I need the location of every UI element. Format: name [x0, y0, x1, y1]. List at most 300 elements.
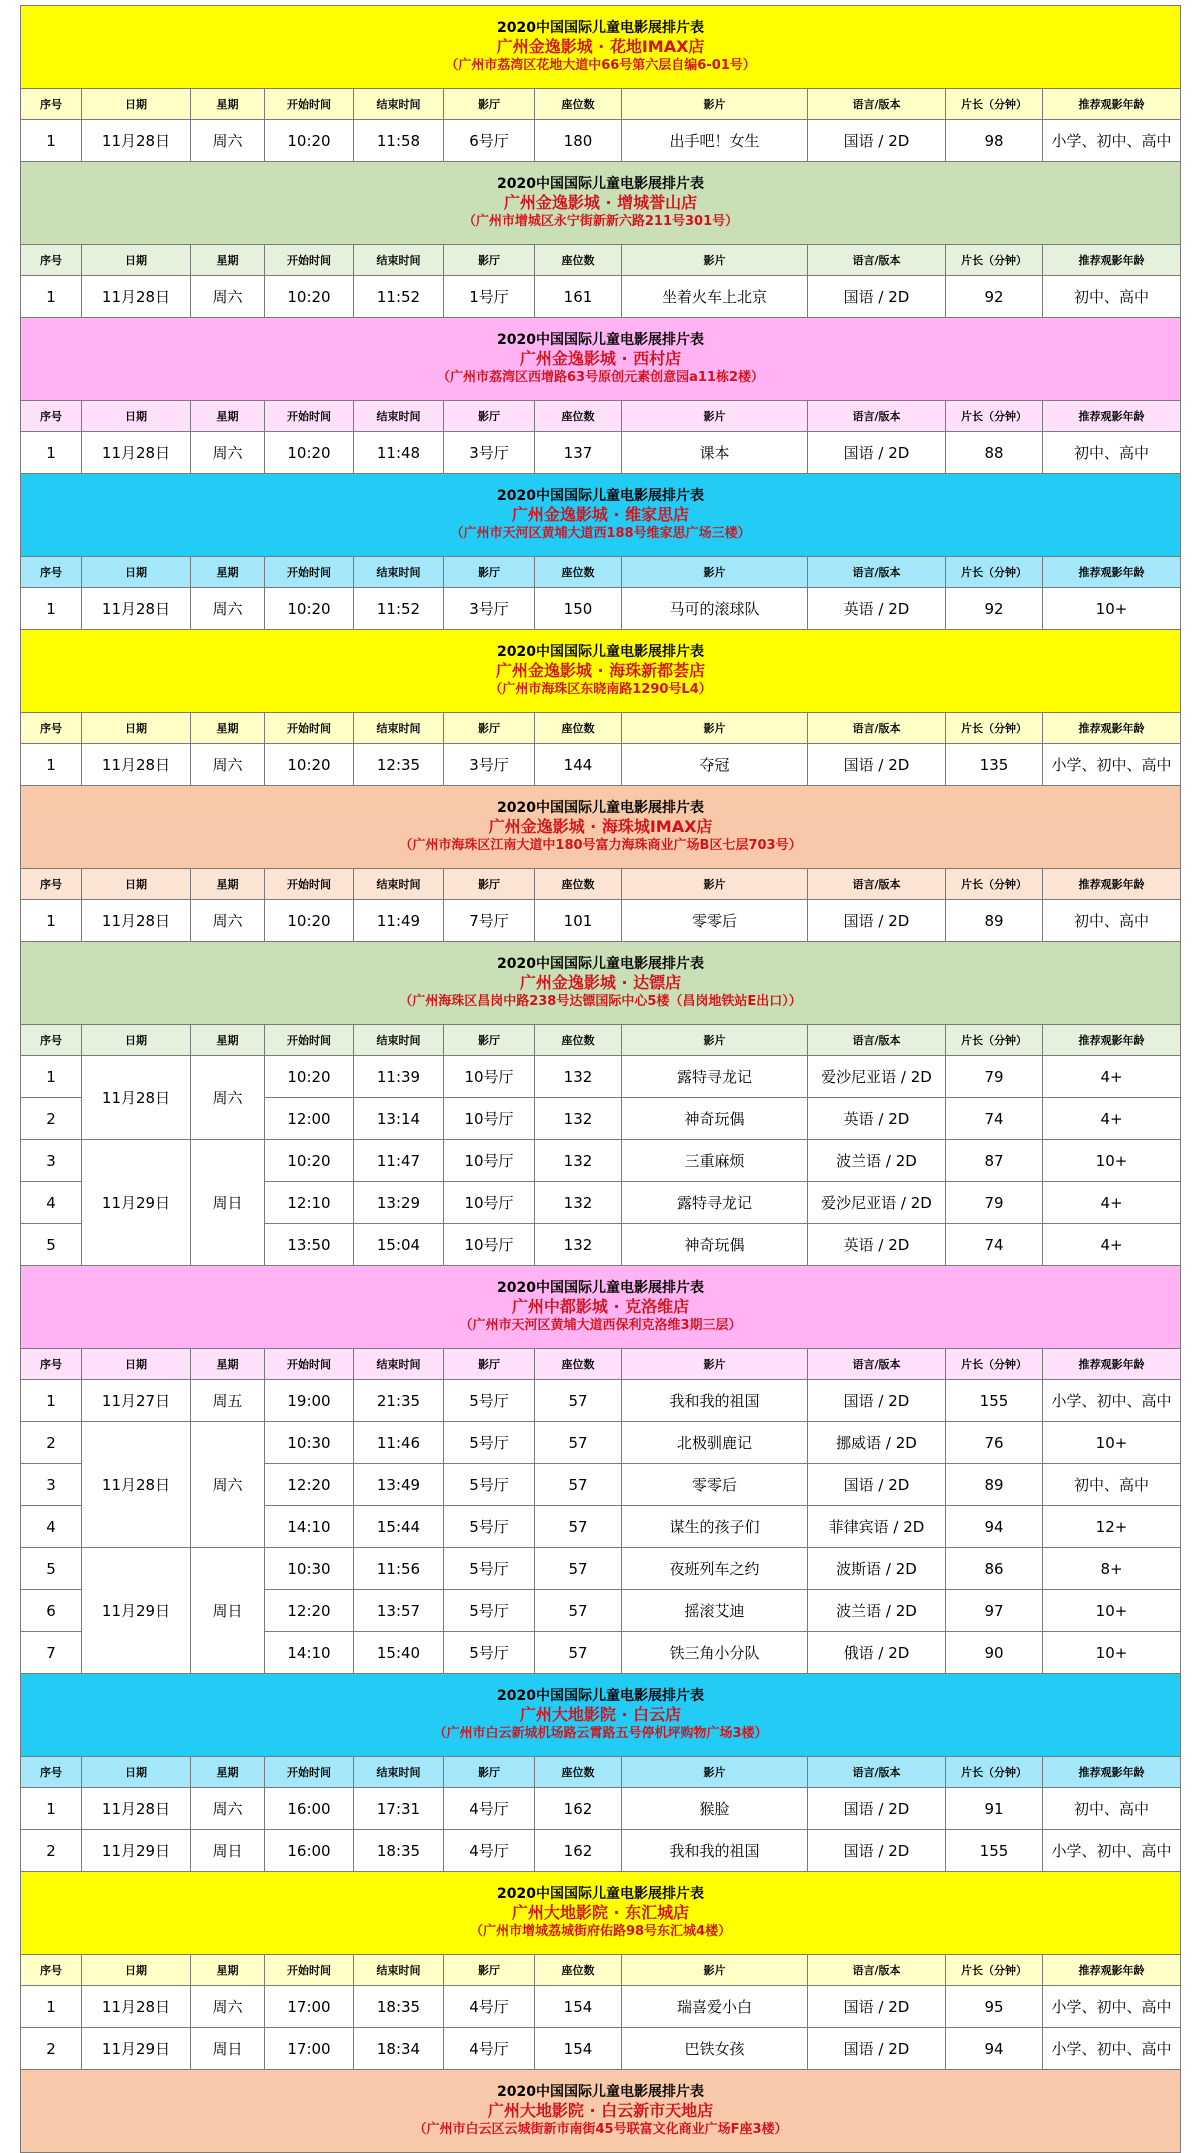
cinema-header-row: [21, 1872, 1181, 1955]
column-header-end-time: 结束时间: [354, 869, 444, 900]
film-cell: 北极驯鹿记: [622, 1422, 808, 1464]
seats-cell: 137: [535, 432, 622, 474]
column-header-start-time: 开始时间: [265, 401, 354, 432]
cinema-header-row: [21, 318, 1181, 401]
seats-cell: 162: [535, 1830, 622, 1872]
column-header-seats: 座位数: [535, 557, 622, 588]
date-cell: 11月28日: [82, 588, 191, 630]
hall-cell: 5号厅: [444, 1506, 535, 1548]
seq-cell: 1: [21, 1788, 82, 1830]
weekday-cell: 周六: [191, 276, 265, 318]
column-header-seats: 座位数: [535, 713, 622, 744]
cinema-name: 广州金逸影城 · 维家思店: [511, 505, 690, 525]
film-cell: 露特寻龙记: [622, 1056, 808, 1098]
cinema-name: 广州中都影城 · 克洛维店: [511, 1297, 690, 1317]
column-header-language: 语言/版本: [808, 245, 946, 276]
start-time-cell: 14:10: [265, 1632, 354, 1674]
cinema-header: [21, 786, 1181, 869]
seq-cell: 3: [21, 1464, 82, 1506]
hall-cell: 5号厅: [444, 1422, 535, 1464]
column-header-seats: 座位数: [535, 89, 622, 120]
start-time-cell: 17:00: [265, 2028, 354, 2070]
column-header-row: [21, 89, 1181, 120]
start-time-cell: 12:20: [265, 1464, 354, 1506]
column-header-start-time: 开始时间: [265, 1757, 354, 1788]
end-time-cell: 13:49: [354, 1464, 444, 1506]
column-header-weekday: 星期: [191, 1349, 265, 1380]
duration-cell: 155: [946, 1830, 1043, 1872]
seats-cell: 154: [535, 1986, 622, 2028]
column-header-hall: 影厅: [444, 89, 535, 120]
start-time-cell: 13:50: [265, 1224, 354, 1266]
film-cell: 三重麻烦: [622, 1140, 808, 1182]
duration-cell: 92: [946, 276, 1043, 318]
column-header-duration: 片长（分钟）: [946, 401, 1043, 432]
column-header-hall: 影厅: [444, 713, 535, 744]
seats-cell: 57: [535, 1506, 622, 1548]
column-header-duration: 片长（分钟）: [946, 1955, 1043, 1986]
schedule-title: 2020中国国际儿童电影展排片表: [497, 644, 704, 661]
cinema-address: （广州市荔湾区花地大道中66号第六层自编6-01号）: [445, 58, 756, 74]
age-cell: 8+: [1043, 1548, 1181, 1590]
date-cell: 11月29日: [82, 1548, 191, 1674]
start-time-cell: 10:20: [265, 432, 354, 474]
weekday-cell: 周日: [191, 2028, 265, 2070]
start-time-cell: 10:20: [265, 744, 354, 786]
table-row: [21, 900, 1181, 942]
end-time-cell: 13:29: [354, 1182, 444, 1224]
end-time-cell: 11:52: [354, 588, 444, 630]
column-header-row: [21, 557, 1181, 588]
table-row: [21, 1140, 1181, 1182]
cinema-name: 广州金逸影城 · 西村店: [519, 349, 682, 369]
column-header-duration: 片长（分钟）: [946, 89, 1043, 120]
column-header-language: 语言/版本: [808, 557, 946, 588]
cinema-address: （广州市增城荔城街府佑路98号东汇城4楼）: [469, 1924, 732, 1940]
end-time-cell: 11:46: [354, 1422, 444, 1464]
duration-cell: 74: [946, 1098, 1043, 1140]
date-cell: 11月28日: [82, 120, 191, 162]
duration-cell: 94: [946, 2028, 1043, 2070]
film-cell: 露特寻龙记: [622, 1182, 808, 1224]
cinema-header: [21, 1872, 1181, 1955]
end-time-cell: 15:44: [354, 1506, 444, 1548]
column-header-hall: 影厅: [444, 869, 535, 900]
date-cell: 11月28日: [82, 1422, 191, 1548]
hall-cell: 4号厅: [444, 1788, 535, 1830]
hall-cell: 10号厅: [444, 1140, 535, 1182]
end-time-cell: 11:47: [354, 1140, 444, 1182]
column-header-end-time: 结束时间: [354, 557, 444, 588]
seq-cell: 1: [21, 1380, 82, 1422]
age-cell: 10+: [1043, 1140, 1181, 1182]
column-header-end-time: 结束时间: [354, 1955, 444, 1986]
hall-cell: 10号厅: [444, 1056, 535, 1098]
age-cell: 初中、高中: [1043, 1464, 1181, 1506]
column-header-seq: 序号: [21, 1955, 82, 1986]
column-header-weekday: 星期: [191, 557, 265, 588]
cinema-name: 广州金逸影城 · 海珠城IMAX店: [488, 817, 713, 837]
film-cell: 我和我的祖国: [622, 1380, 808, 1422]
hall-cell: 6号厅: [444, 120, 535, 162]
cinema-name: 广州金逸影城 · 海珠新都荟店: [495, 661, 706, 681]
column-header-seats: 座位数: [535, 1349, 622, 1380]
seats-cell: 57: [535, 1380, 622, 1422]
seq-cell: 2: [21, 1098, 82, 1140]
seq-cell: 1: [21, 1056, 82, 1098]
seq-cell: 5: [21, 1548, 82, 1590]
column-header-hall: 影厅: [444, 245, 535, 276]
column-header-language: 语言/版本: [808, 89, 946, 120]
column-header-start-time: 开始时间: [265, 89, 354, 120]
seats-cell: 180: [535, 120, 622, 162]
cinema-header-row: [21, 2070, 1181, 2153]
weekday-cell: 周六: [191, 744, 265, 786]
hall-cell: 4号厅: [444, 1986, 535, 2028]
duration-cell: 79: [946, 1056, 1043, 1098]
column-header-language: 语言/版本: [808, 1025, 946, 1056]
column-header-row: [21, 245, 1181, 276]
column-header-date: 日期: [82, 245, 191, 276]
cinema-address: （广州市白云区云城街新市南街45号联富文化商业广场F座3楼）: [413, 2122, 788, 2138]
age-cell: 4+: [1043, 1224, 1181, 1266]
hall-cell: 3号厅: [444, 744, 535, 786]
column-header-weekday: 星期: [191, 1757, 265, 1788]
cinema-header-row: [21, 162, 1181, 245]
table-row: [21, 276, 1181, 318]
weekday-cell: 周六: [191, 1056, 265, 1140]
end-time-cell: 11:49: [354, 900, 444, 942]
column-header-seq: 序号: [21, 869, 82, 900]
cinema-header: [21, 1266, 1181, 1349]
cinema-address: （广州市天河区黄埔大道西保利克洛维3期三层）: [459, 1318, 742, 1334]
hall-cell: 4号厅: [444, 2028, 535, 2070]
column-header-seats: 座位数: [535, 1955, 622, 1986]
seq-cell: 1: [21, 588, 82, 630]
end-time-cell: 18:35: [354, 1986, 444, 2028]
column-header-seats: 座位数: [535, 245, 622, 276]
duration-cell: 87: [946, 1140, 1043, 1182]
column-header-duration: 片长（分钟）: [946, 1025, 1043, 1056]
cinema-address: （广州市白云新城机场路云霄路五号停机坪购物广场3楼）: [433, 1726, 768, 1742]
column-header-film: 影片: [622, 89, 808, 120]
seq-cell: 2: [21, 2028, 82, 2070]
language-cell: 菲律宾语 / 2D: [808, 1506, 946, 1548]
language-cell: 俄语 / 2D: [808, 1632, 946, 1674]
column-header-hall: 影厅: [444, 1757, 535, 1788]
column-header-seq: 序号: [21, 89, 82, 120]
column-header-seats: 座位数: [535, 1025, 622, 1056]
seats-cell: 161: [535, 276, 622, 318]
start-time-cell: 16:00: [265, 1830, 354, 1872]
column-header-duration: 片长（分钟）: [946, 713, 1043, 744]
film-cell: 神奇玩偶: [622, 1224, 808, 1266]
table-row: [21, 1380, 1181, 1422]
schedule-title: 2020中国国际儿童电影展排片表: [497, 800, 704, 817]
hall-cell: 3号厅: [444, 588, 535, 630]
film-cell: 夺冠: [622, 744, 808, 786]
cinema-header: [21, 1674, 1181, 1757]
column-header-start-time: 开始时间: [265, 557, 354, 588]
end-time-cell: 18:35: [354, 1830, 444, 1872]
hall-cell: 10号厅: [444, 1098, 535, 1140]
start-time-cell: 10:20: [265, 1056, 354, 1098]
end-time-cell: 17:31: [354, 1788, 444, 1830]
column-header-start-time: 开始时间: [265, 1025, 354, 1056]
duration-cell: 79: [946, 1182, 1043, 1224]
column-header-duration: 片长（分钟）: [946, 557, 1043, 588]
column-header-seq: 序号: [21, 1757, 82, 1788]
cinema-name: 广州金逸影城 · 达镖店: [519, 973, 682, 993]
age-cell: 4+: [1043, 1056, 1181, 1098]
weekday-cell: 周六: [191, 1788, 265, 1830]
weekday-cell: 周六: [191, 1422, 265, 1548]
age-cell: 4+: [1043, 1098, 1181, 1140]
column-header-weekday: 星期: [191, 89, 265, 120]
weekday-cell: 周五: [191, 1380, 265, 1422]
language-cell: 英语 / 2D: [808, 1224, 946, 1266]
date-cell: 11月28日: [82, 1056, 191, 1140]
age-cell: 10+: [1043, 1590, 1181, 1632]
cinema-header: [21, 318, 1181, 401]
age-cell: 小学、初中、高中: [1043, 2028, 1181, 2070]
seq-cell: 5: [21, 1224, 82, 1266]
column-header-age: 推荐观影年龄: [1043, 1349, 1181, 1380]
film-cell: 铁三角小分队: [622, 1632, 808, 1674]
column-header-start-time: 开始时间: [265, 1349, 354, 1380]
column-header-seq: 序号: [21, 1349, 82, 1380]
column-header-date: 日期: [82, 1349, 191, 1380]
column-header-date: 日期: [82, 1955, 191, 1986]
duration-cell: 155: [946, 1380, 1043, 1422]
column-header-age: 推荐观影年龄: [1043, 245, 1181, 276]
table-row: [21, 120, 1181, 162]
column-header-row: [21, 1757, 1181, 1788]
age-cell: 小学、初中、高中: [1043, 744, 1181, 786]
film-cell: 零零后: [622, 900, 808, 942]
column-header-weekday: 星期: [191, 1025, 265, 1056]
seats-cell: 162: [535, 1788, 622, 1830]
end-time-cell: 11:58: [354, 120, 444, 162]
hall-cell: 4号厅: [444, 1830, 535, 1872]
film-cell: 我和我的祖国: [622, 1830, 808, 1872]
column-header-language: 语言/版本: [808, 401, 946, 432]
seq-cell: 4: [21, 1182, 82, 1224]
start-time-cell: 17:00: [265, 1986, 354, 2028]
column-header-date: 日期: [82, 1757, 191, 1788]
seq-cell: 7: [21, 1632, 82, 1674]
film-cell: 瑞喜爱小白: [622, 1986, 808, 2028]
column-header-end-time: 结束时间: [354, 1349, 444, 1380]
start-time-cell: 10:30: [265, 1548, 354, 1590]
start-time-cell: 10:30: [265, 1422, 354, 1464]
schedule-title: 2020中国国际儿童电影展排片表: [497, 2084, 704, 2101]
date-cell: 11月28日: [82, 900, 191, 942]
date-cell: 11月28日: [82, 276, 191, 318]
age-cell: 初中、高中: [1043, 432, 1181, 474]
column-header-date: 日期: [82, 869, 191, 900]
cinema-header-row: [21, 474, 1181, 557]
hall-cell: 3号厅: [444, 432, 535, 474]
seats-cell: 132: [535, 1140, 622, 1182]
column-header-seq: 序号: [21, 401, 82, 432]
column-header-age: 推荐观影年龄: [1043, 1757, 1181, 1788]
age-cell: 10+: [1043, 1632, 1181, 1674]
column-header-date: 日期: [82, 1025, 191, 1056]
table-row: [21, 1056, 1181, 1098]
cinema-header-row: [21, 942, 1181, 1025]
language-cell: 爱沙尼亚语 / 2D: [808, 1182, 946, 1224]
column-header-end-time: 结束时间: [354, 713, 444, 744]
cinema-header: [21, 2070, 1181, 2153]
weekday-cell: 周六: [191, 1986, 265, 2028]
column-header-age: 推荐观影年龄: [1043, 557, 1181, 588]
column-header-age: 推荐观影年龄: [1043, 89, 1181, 120]
date-cell: 11月28日: [82, 1986, 191, 2028]
column-header-row: [21, 1025, 1181, 1056]
seq-cell: 1: [21, 120, 82, 162]
age-cell: 初中、高中: [1043, 900, 1181, 942]
language-cell: 爱沙尼亚语 / 2D: [808, 1056, 946, 1098]
weekday-cell: 周六: [191, 432, 265, 474]
column-header-row: [21, 1349, 1181, 1380]
duration-cell: 86: [946, 1548, 1043, 1590]
table-row: [21, 432, 1181, 474]
column-header-weekday: 星期: [191, 245, 265, 276]
column-header-age: 推荐观影年龄: [1043, 401, 1181, 432]
hall-cell: 1号厅: [444, 276, 535, 318]
date-cell: 11月28日: [82, 744, 191, 786]
cinema-header: [21, 630, 1181, 713]
column-header-language: 语言/版本: [808, 869, 946, 900]
column-header-date: 日期: [82, 89, 191, 120]
language-cell: 英语 / 2D: [808, 1098, 946, 1140]
end-time-cell: 13:14: [354, 1098, 444, 1140]
film-cell: 坐着火车上北京: [622, 276, 808, 318]
film-cell: 摇滚艾迪: [622, 1590, 808, 1632]
schedule-title: 2020中国国际儿童电影展排片表: [497, 20, 704, 37]
column-header-seats: 座位数: [535, 869, 622, 900]
end-time-cell: 18:34: [354, 2028, 444, 2070]
age-cell: 小学、初中、高中: [1043, 120, 1181, 162]
column-header-duration: 片长（分钟）: [946, 869, 1043, 900]
duration-cell: 89: [946, 1464, 1043, 1506]
column-header-row: [21, 869, 1181, 900]
schedule-title: 2020中国国际儿童电影展排片表: [497, 488, 704, 505]
column-header-start-time: 开始时间: [265, 869, 354, 900]
hall-cell: 5号厅: [444, 1548, 535, 1590]
column-header-age: 推荐观影年龄: [1043, 1955, 1181, 1986]
column-header-date: 日期: [82, 713, 191, 744]
duration-cell: 94: [946, 1506, 1043, 1548]
column-header-start-time: 开始时间: [265, 1955, 354, 1986]
column-header-end-time: 结束时间: [354, 245, 444, 276]
column-header-age: 推荐观影年龄: [1043, 713, 1181, 744]
end-time-cell: 15:04: [354, 1224, 444, 1266]
duration-cell: 89: [946, 900, 1043, 942]
column-header-language: 语言/版本: [808, 1955, 946, 1986]
schedule-title: 2020中国国际儿童电影展排片表: [497, 1886, 704, 1903]
language-cell: 波兰语 / 2D: [808, 1590, 946, 1632]
column-header-weekday: 星期: [191, 869, 265, 900]
cinema-header-row: [21, 630, 1181, 713]
end-time-cell: 11:39: [354, 1056, 444, 1098]
film-cell: 夜班列车之约: [622, 1548, 808, 1590]
language-cell: 挪威语 / 2D: [808, 1422, 946, 1464]
seq-cell: 1: [21, 900, 82, 942]
cinema-address: （广州市增城区永宁街新新六路211号301号）: [462, 214, 739, 230]
column-header-start-time: 开始时间: [265, 713, 354, 744]
end-time-cell: 13:57: [354, 1590, 444, 1632]
date-cell: 11月27日: [82, 1380, 191, 1422]
film-cell: 马可的滚球队: [622, 588, 808, 630]
column-header-seq: 序号: [21, 245, 82, 276]
cinema-name: 广州大地影院 · 东汇城店: [511, 1903, 690, 1923]
cinema-address: （广州市天河区黄埔大道西188号维家思广场三楼）: [450, 526, 751, 542]
start-time-cell: 14:10: [265, 1506, 354, 1548]
end-time-cell: 11:48: [354, 432, 444, 474]
film-cell: 谋生的孩子们: [622, 1506, 808, 1548]
seq-cell: 1: [21, 744, 82, 786]
column-header-hall: 影厅: [444, 1955, 535, 1986]
start-time-cell: 10:20: [265, 588, 354, 630]
column-header-film: 影片: [622, 1955, 808, 1986]
cinema-name: 广州金逸影城 · 花地IMAX店: [496, 37, 705, 57]
seats-cell: 57: [535, 1422, 622, 1464]
language-cell: 国语 / 2D: [808, 432, 946, 474]
cinema-header-row: [21, 6, 1181, 89]
weekday-cell: 周日: [191, 1830, 265, 1872]
column-header-language: 语言/版本: [808, 1349, 946, 1380]
seats-cell: 132: [535, 1224, 622, 1266]
column-header-weekday: 星期: [191, 401, 265, 432]
seq-cell: 6: [21, 1590, 82, 1632]
column-header-film: 影片: [622, 557, 808, 588]
column-header-film: 影片: [622, 869, 808, 900]
duration-cell: 98: [946, 120, 1043, 162]
seats-cell: 132: [535, 1098, 622, 1140]
table-row: [21, 1422, 1181, 1464]
table-row: [21, 1830, 1181, 1872]
seq-cell: 3: [21, 1140, 82, 1182]
start-time-cell: 12:00: [265, 1098, 354, 1140]
schedule-title: 2020中国国际儿童电影展排片表: [497, 332, 704, 349]
schedule-title: 2020中国国际儿童电影展排片表: [497, 176, 704, 193]
cinema-header-row: [21, 1266, 1181, 1349]
seats-cell: 132: [535, 1056, 622, 1098]
cinema-header-row: [21, 1674, 1181, 1757]
cinema-header-row: [21, 786, 1181, 869]
table-row: [21, 1788, 1181, 1830]
cinema-header: [21, 942, 1181, 1025]
schedule-title: 2020中国国际儿童电影展排片表: [497, 956, 704, 973]
date-cell: 11月29日: [82, 1140, 191, 1266]
start-time-cell: 10:20: [265, 1140, 354, 1182]
age-cell: 小学、初中、高中: [1043, 1986, 1181, 2028]
start-time-cell: 16:00: [265, 1788, 354, 1830]
table-row: [21, 1548, 1181, 1590]
column-header-end-time: 结束时间: [354, 401, 444, 432]
date-cell: 11月29日: [82, 1830, 191, 1872]
duration-cell: 76: [946, 1422, 1043, 1464]
cinema-header: [21, 6, 1181, 89]
age-cell: 小学、初中、高中: [1043, 1830, 1181, 1872]
cinema-address: （广州海珠区昌岗中路238号达镖国际中心5楼（昌岗地铁站E出口））: [399, 994, 802, 1010]
language-cell: 国语 / 2D: [808, 1464, 946, 1506]
column-header-start-time: 开始时间: [265, 245, 354, 276]
language-cell: 国语 / 2D: [808, 120, 946, 162]
column-header-language: 语言/版本: [808, 713, 946, 744]
